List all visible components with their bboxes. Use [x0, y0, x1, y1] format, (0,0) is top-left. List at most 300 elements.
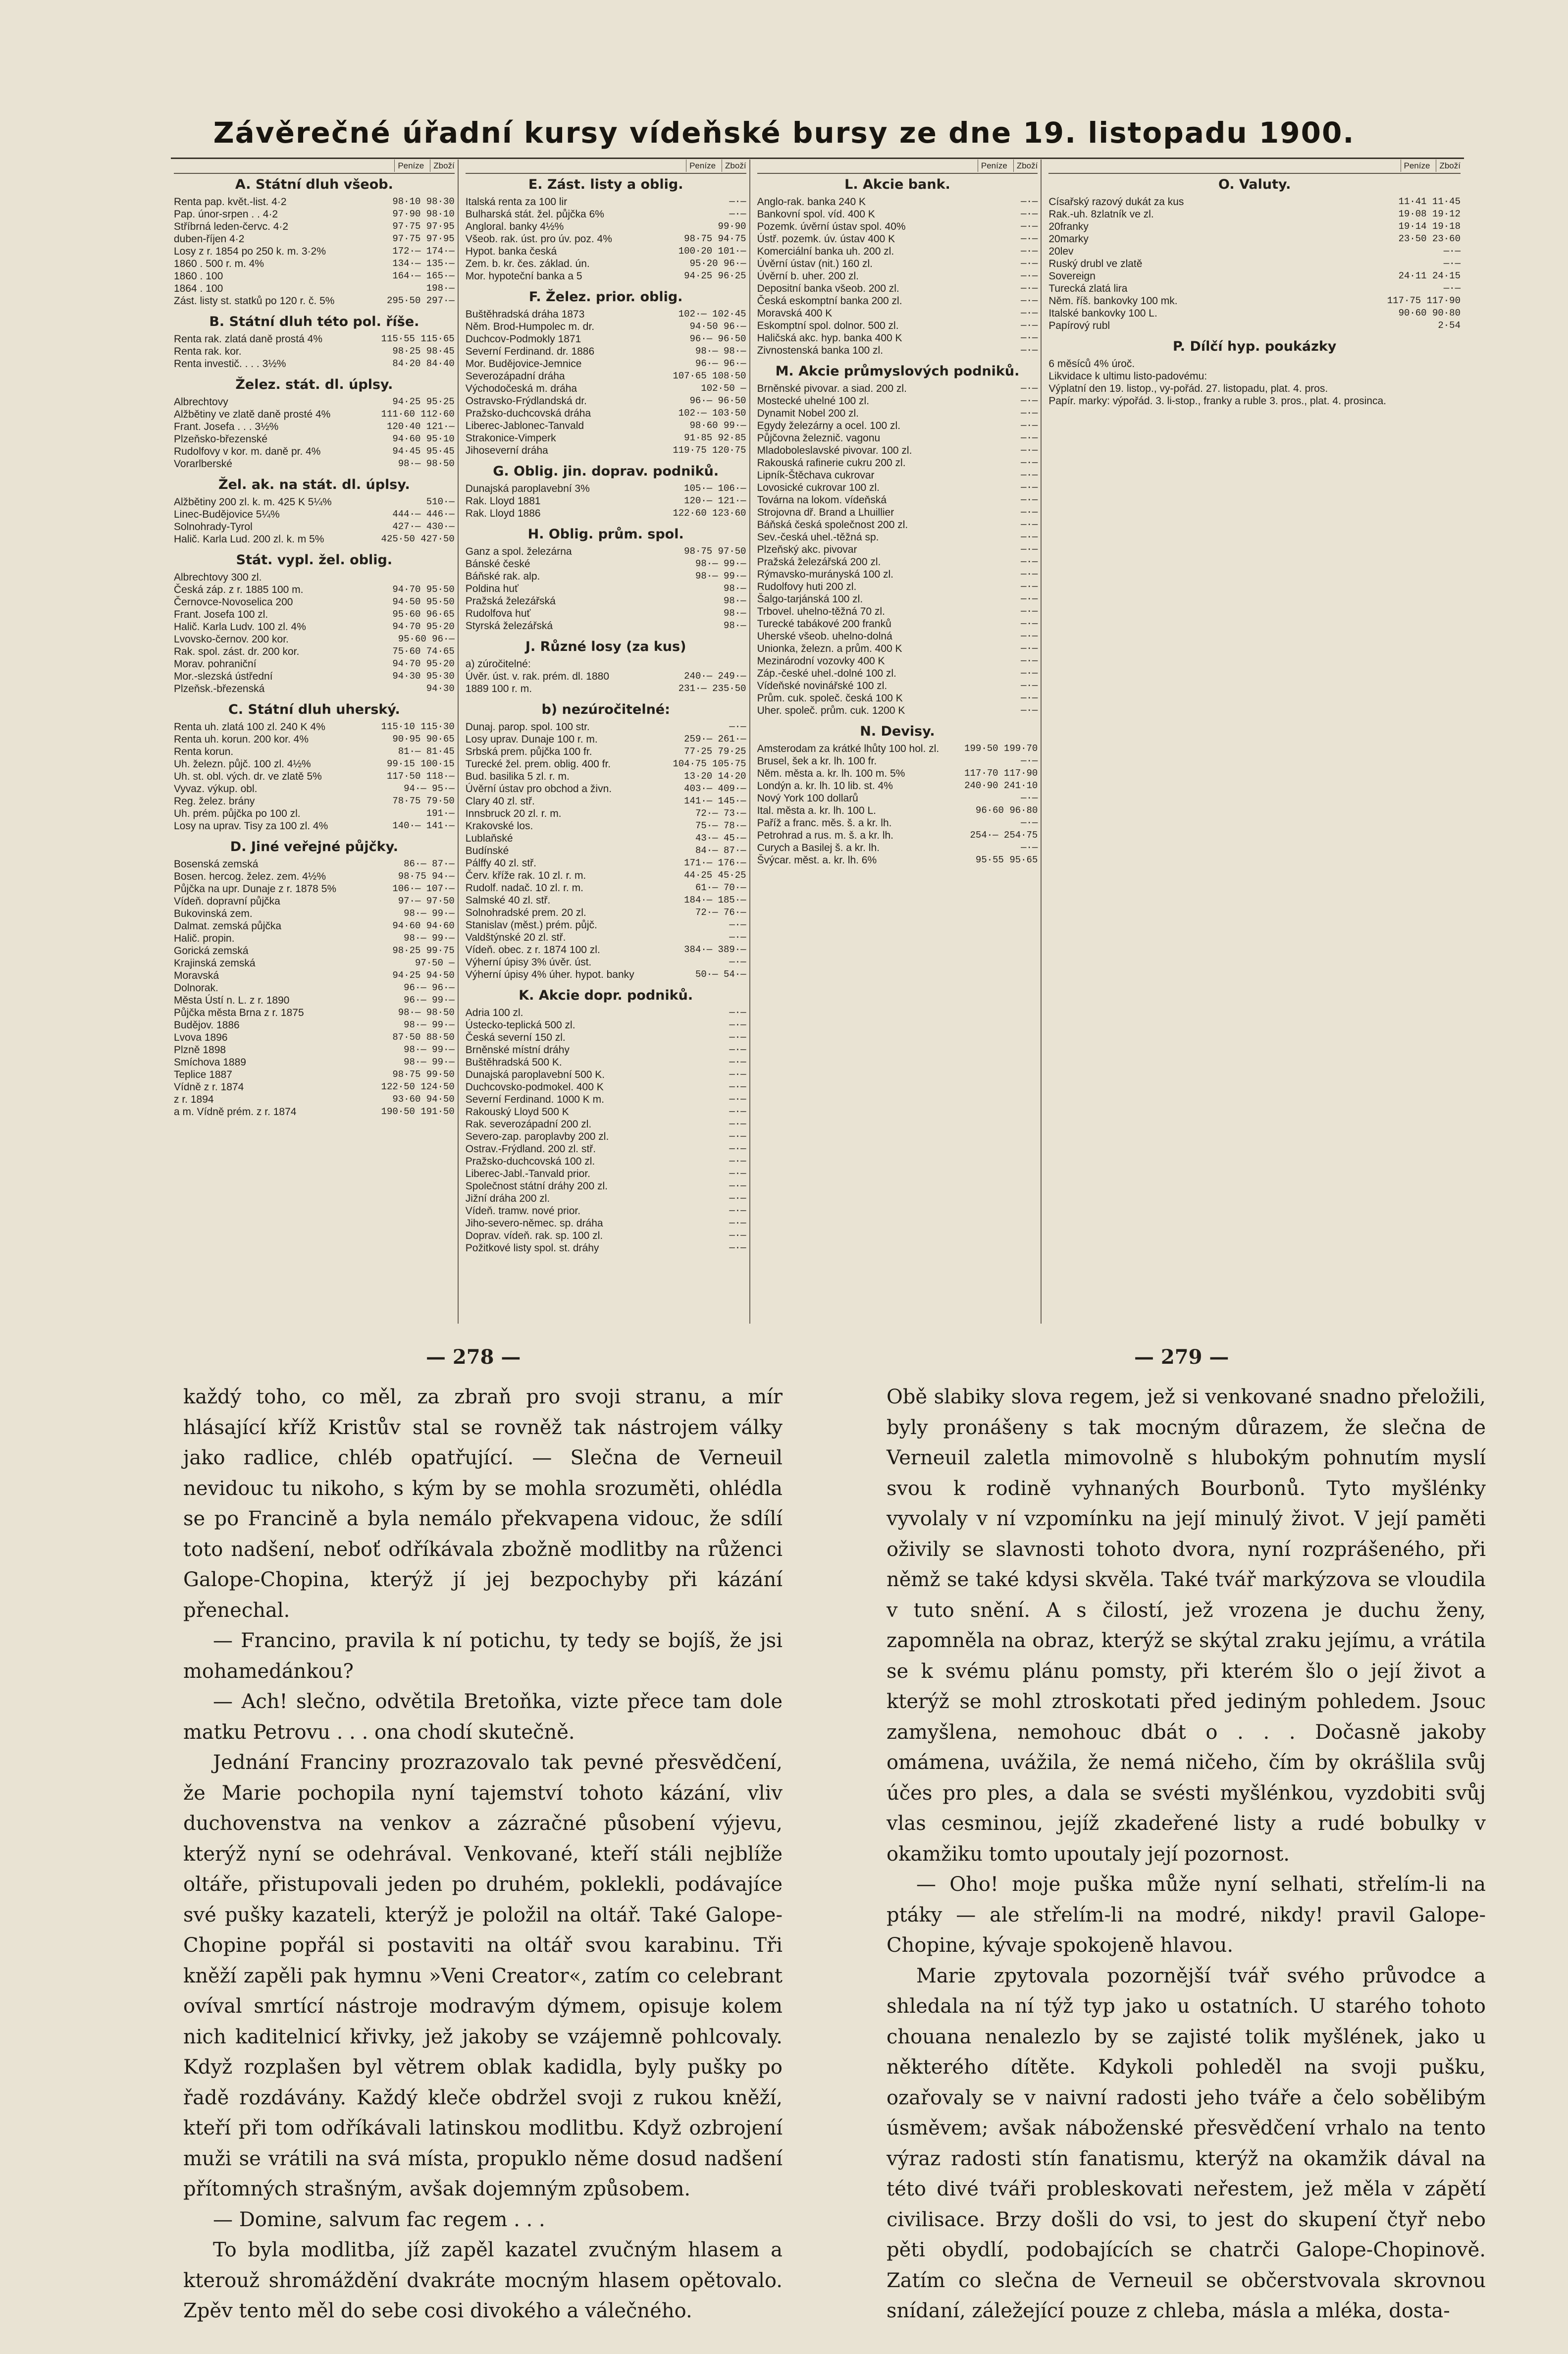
quote-value: —·—	[1021, 221, 1038, 232]
security-name: Papír. marky: výpořád. 3. li-stop., franky a ruble 3. pros., plat. 4. prosinca.	[1048, 395, 1386, 407]
quote-value: 43·— 45·—	[695, 833, 746, 844]
quote-row	[466, 1143, 746, 1155]
quote-value: 510·—	[426, 496, 455, 507]
quote-row	[757, 531, 1038, 543]
security-name: Albrechtovy 300 zl.	[174, 572, 262, 583]
security-name: Renta rak. zlatá daně prostá 4%	[174, 333, 323, 345]
security-name: Bankovní spol. víd. 400 K	[757, 209, 875, 220]
quote-row	[174, 445, 455, 458]
quote-row	[466, 820, 746, 832]
quote-row	[466, 857, 746, 869]
quote-row	[466, 944, 746, 956]
quote-value: 99·15 100·15	[386, 758, 455, 769]
security-name: Anglo-rak. banka 240 K	[757, 196, 866, 208]
security-name: Severo-zap. paroplavby 200 zl.	[465, 1131, 609, 1142]
quote-row	[757, 581, 1038, 593]
quote-row	[466, 432, 746, 444]
quote-row	[174, 496, 455, 508]
security-name: Jihoseverní dráha	[465, 445, 548, 456]
quote-value: 105·— 106·—	[684, 483, 746, 494]
quote-value: 94·70 95·20	[392, 621, 455, 632]
quote-value: 240·— 249·—	[684, 671, 746, 682]
quote-row	[757, 817, 1038, 829]
quotes-column	[171, 160, 459, 1324]
quote-row	[466, 570, 746, 583]
quote-value: —·—	[729, 1032, 746, 1043]
quote-value: 94·60 94·60	[392, 920, 455, 931]
quote-row	[757, 605, 1038, 618]
quote-row	[174, 870, 455, 883]
quote-value: —·—	[1021, 655, 1038, 666]
security-name: Buštěhradská dráha 1873	[465, 309, 585, 320]
column-header	[757, 160, 1038, 174]
security-name: Rak.-uh. 8zlatník ve zl.	[1048, 209, 1154, 220]
paragraph: — Ach! slečno, odvětila Bretoňka, vizte přece tam dole matku Petrovu . . . ona chodí skutečně.	[183, 1690, 783, 1744]
security-name: Báňská česká společnost 200 zl.	[757, 519, 908, 531]
quote-value: 94·50 95·50	[392, 596, 455, 607]
security-name: Rak. spol. zást. dr. 200 kor.	[174, 646, 300, 657]
quote-section	[1048, 177, 1461, 332]
quote-row	[466, 733, 746, 746]
quote-value: 94·45 95·45	[392, 446, 455, 457]
section-title: Želez. stát. dl. úplsy.	[235, 377, 393, 392]
quote-value: —·—	[1021, 593, 1038, 604]
quote-value: —·—	[729, 919, 746, 930]
quote-section	[174, 314, 455, 370]
security-name: Bukovinská zem.	[174, 908, 253, 919]
quote-value: 98·25 99·75	[392, 945, 455, 956]
column-header-zbozi: Zboží	[1436, 160, 1461, 172]
quote-row	[757, 208, 1038, 220]
security-name: Poldina huť	[465, 583, 519, 594]
security-name: Výherní úpisy 3% úvěr. úst.	[465, 957, 592, 968]
quote-row	[757, 792, 1038, 804]
quote-value: 117·50 118·—	[386, 771, 455, 782]
quote-value: 81·— 81·45	[398, 746, 455, 757]
quote-value: —·—	[1443, 283, 1461, 294]
quotes-column	[754, 160, 1042, 1324]
quote-row	[757, 494, 1038, 506]
quote-value: —·—	[1021, 643, 1038, 654]
quote-row	[466, 1155, 746, 1168]
security-name: a) zúročitelné:	[465, 658, 531, 670]
quote-value: 90·60 90·80	[1398, 308, 1461, 319]
quote-row	[174, 1031, 455, 1044]
quote-value: 134·— 135·—	[392, 258, 455, 269]
security-name: Severní Ferdinand. 1000 K m.	[465, 1094, 604, 1105]
quote-value: 403·— 409·—	[684, 783, 746, 794]
quote-row	[174, 433, 455, 445]
section-title: b) nezúročitelné:	[541, 702, 670, 717]
quote-row	[466, 220, 746, 233]
security-name: Mezinárodní vozovky 400 K	[757, 655, 885, 667]
quote-value: 86·— 87·—	[404, 858, 455, 869]
quote-value: —·—	[1021, 420, 1038, 431]
security-name: Lublaňské	[465, 833, 513, 844]
security-name: Haličská akc. hyp. banka 400 K	[757, 332, 902, 344]
quote-value	[380, 571, 455, 584]
security-name: Amsterodam za krátké lhůty 100 hol. zl.	[757, 743, 940, 754]
quote-value: 102·— 102·45	[678, 309, 746, 320]
quote-row	[466, 1106, 746, 1118]
security-name: Losy uprav. Dunaje 100 r. m.	[465, 734, 598, 745]
quote-row	[466, 358, 746, 370]
quote-row	[466, 558, 746, 570]
quote-value: —·—	[729, 1242, 746, 1253]
security-name: Moravská	[174, 970, 219, 981]
security-name: Pražsko-duchcovská 100 zl.	[465, 1156, 595, 1167]
article-text-right	[887, 1382, 1486, 2327]
security-name: Pálffy 40 zl. stř.	[465, 857, 536, 869]
quote-section	[466, 464, 746, 520]
column-header-penize: Peníze	[394, 160, 424, 172]
security-name: Unionka, železn. a prům. 400 K	[757, 643, 902, 654]
security-name: Úvěrní b. uher. 200 zl.	[757, 270, 859, 282]
quote-value: 171·— 176·—	[684, 857, 746, 868]
quote-value: 190·50 191·50	[381, 1106, 455, 1117]
security-name: Duchcov-Podmokly 1871	[465, 333, 581, 345]
quote-row	[174, 1081, 455, 1093]
security-name: Paříž a franc. měs. š. a kr. lh.	[757, 817, 892, 829]
quote-value: 19·08 19·12	[1398, 209, 1461, 219]
quote-value	[672, 658, 746, 670]
paragraph: — Francino, pravila k ní potichu, ty tedy se bojíš, že jsi mohamedánkou?	[183, 1629, 783, 1683]
quote-row	[466, 1069, 746, 1081]
security-name: Losy z r. 1854 po 250 k. m. 3·2%	[174, 246, 326, 257]
quote-value: —·—	[1021, 445, 1038, 456]
security-name: Albrechtovy	[174, 396, 228, 408]
security-name: Vorarlberské	[174, 458, 232, 470]
quote-row	[466, 495, 746, 507]
quote-row	[757, 320, 1038, 332]
quote-value: 96·— 99·—	[404, 995, 455, 1006]
quote-row	[466, 894, 746, 907]
section-title: K. Akcie dopr. podniků.	[519, 988, 693, 1003]
page-number-left: — 278 —	[426, 1345, 521, 1369]
quote-value: 425·50 427·50	[381, 534, 455, 544]
security-name: Clary 40 zl. stř.	[465, 796, 535, 807]
quote-value: 444·— 446·—	[392, 509, 455, 520]
quote-row	[757, 420, 1038, 432]
security-name: Císařský razový dukát za kus	[1048, 196, 1184, 208]
security-name: Depositní banka všeob. 200 zl.	[757, 283, 899, 294]
column-header-zbozi: Zboží	[1013, 160, 1038, 172]
security-name: Rakouský Lloyd 500 K	[465, 1106, 569, 1118]
quote-value: —·—	[1021, 693, 1038, 703]
quote-row	[757, 395, 1038, 407]
quote-value: —·—	[1021, 295, 1038, 306]
security-name: Alžbětiny 200 zl. k. m. 425 K 5¼%	[174, 496, 332, 508]
security-name: Renta uh. zlatá 100 zl. 240 K 4%	[174, 721, 325, 733]
security-name: Losy na uprav. Tisy za 100 zl. 4%	[174, 820, 328, 832]
quote-value: —·—	[1021, 631, 1038, 642]
quote-row	[466, 770, 746, 783]
quote-value: —·—	[729, 721, 746, 732]
quote-value: 100·20 101·—	[678, 246, 746, 257]
quote-row	[757, 245, 1038, 258]
quote-row	[466, 746, 746, 758]
security-name: Italská renta za 100 lir	[465, 196, 568, 208]
quote-row	[757, 270, 1038, 282]
quote-value: 72·— 76·—	[695, 907, 746, 918]
section-title: B. Státní dluh této pol. říše.	[209, 314, 419, 329]
security-name: Pražsko-duchcovská dráha	[465, 408, 591, 419]
quote-row	[466, 968, 746, 981]
quote-row	[757, 642, 1038, 655]
quote-row	[174, 258, 455, 270]
security-name: Mor.-slezská ústřední	[174, 671, 273, 682]
quote-value: —·—	[1021, 395, 1038, 406]
quote-value: 90·95 90·65	[392, 734, 455, 745]
security-name: Turecká zlatá lira	[1048, 283, 1128, 294]
quote-row	[174, 596, 455, 608]
quote-row	[466, 607, 746, 620]
security-name: Trbovel. uhelno-těžná 70 zl.	[757, 606, 885, 617]
security-name: Černovce-Novoselica 200	[174, 596, 293, 608]
quote-row	[466, 721, 746, 733]
quote-row	[174, 770, 455, 783]
quote-value: 50·— 54·—	[695, 969, 746, 980]
quote-row	[466, 382, 746, 395]
quote-value: —·—	[1021, 817, 1038, 828]
security-name: Egydy železárny a ocel. 100 zl.	[757, 420, 901, 431]
security-name: Vídeň. tramw. nové prior.	[465, 1205, 581, 1217]
quotes-column	[463, 160, 750, 1324]
paragraph: Marie zpytovala pozornější tvář svého průvodce a shledala na ní týž typ jako u ostatních. U starého tohoto chouana nenalezlo by se zajisté tolik myšlének, jako u některého dítěte. Kdykoli pohleděl na svoji pušku, ozařovaly se v naivní radosti jeho tváře a čelo sobělibým úsměvem; avšak náboženské přesvědčení vrhalo na tento výraz radosti stín fanatismu, kterýž na okamžik dával na této divé tváři probleskovati neřestem, jež měla v zápětí civilisace. Brzy došli do vsi, to jest do skupení čtyř nebo pěti obydlí, podobajících se chatrči Galope-Chopinově. Zatím co slečna de Verneuil se občerstvovala skrovnou snídaní, záležející pouze z chleba, másla a mléka, dosta-	[887, 1964, 1486, 2322]
security-name: Požitkové listy spol. st. dráhy	[465, 1242, 599, 1254]
quote-row	[174, 345, 455, 358]
security-name: Renta rak. kor.	[174, 346, 242, 357]
quote-value: 96·— 96·50	[689, 395, 746, 406]
quote-value: —·—	[1443, 258, 1461, 269]
quote-value: 95·60 96·65	[392, 609, 455, 620]
quote-row	[174, 733, 455, 746]
quote-row	[174, 621, 455, 633]
quote-row	[174, 783, 455, 795]
security-name: Halič. propin.	[174, 933, 235, 944]
quote-row	[174, 807, 455, 820]
quote-row	[174, 233, 455, 245]
security-name: Mladoboleslavské pivovar. 100 zl.	[757, 445, 912, 456]
quote-value: 97·75 97·95	[392, 221, 455, 232]
quote-value: 97·90 98·10	[392, 209, 455, 219]
quote-value: —·—	[1021, 196, 1038, 207]
quote-row	[466, 482, 746, 495]
quote-row	[174, 858, 455, 870]
security-name: Půjčovna železnič. vagonu	[757, 432, 881, 444]
quote-value: 61·— 70·—	[695, 882, 746, 893]
quote-value: 164·— 165·—	[392, 270, 455, 281]
quote-row	[466, 931, 746, 944]
quote-row	[174, 358, 455, 370]
quote-row	[174, 270, 455, 282]
quote-value: 24·11 24·15	[1398, 270, 1461, 281]
quotes-column	[1045, 160, 1463, 1324]
quote-value: 98·— 98·—	[695, 346, 746, 357]
security-name: Teplice 1887	[174, 1069, 232, 1080]
quote-row	[174, 295, 455, 307]
quote-section	[174, 177, 455, 307]
quote-value: —·—	[1021, 569, 1038, 580]
quote-row	[466, 196, 746, 208]
quote-value: 98·—	[723, 595, 746, 606]
security-name: Ostravsko-Frýdlandská dr.	[465, 395, 587, 407]
quote-value: —·—	[1443, 246, 1461, 257]
security-name: 20franky	[1048, 221, 1089, 232]
security-name: Turecké žel. prem. oblig. 400 fr.	[465, 758, 611, 770]
quote-row	[174, 645, 455, 658]
quote-value: 199·50 199·70	[964, 743, 1038, 754]
security-name: Mostecké uhelné 100 zl.	[757, 395, 870, 407]
quote-row	[466, 620, 746, 632]
security-name: Všeob. rak. úst. pro úv. poz. 4%	[465, 233, 612, 245]
security-name: Bulharská stát. žel. půjčka 6%	[465, 209, 604, 220]
section-title: C. Státní dluh uherský.	[228, 702, 400, 717]
security-name: Duchcovsko-podmokel. 400 K	[465, 1081, 604, 1093]
quote-section	[174, 839, 455, 1118]
quote-row	[466, 670, 746, 683]
security-name: Brněnské pivovar. a siad. 200 zl.	[757, 383, 907, 394]
security-name: Uh. železn. půjč. 100 zl. 4½%	[174, 758, 311, 770]
security-name: Strojovna dř. Brand a Lhuillier	[757, 507, 894, 518]
quote-row	[1048, 208, 1461, 220]
quote-value: 78·75 79·50	[392, 796, 455, 806]
quote-value: —·—	[729, 1019, 746, 1030]
section-title: D. Jiné veřejné půjčky.	[230, 839, 398, 855]
quote-value: 95·60 96·—	[398, 634, 455, 644]
section-title: J. Různé losy (za kus)	[525, 639, 686, 654]
quote-value	[1386, 358, 1461, 370]
security-name: Frant. Josefa 100 zl.	[174, 609, 268, 620]
quote-row	[757, 593, 1038, 605]
quote-value: 98·—	[723, 620, 746, 631]
security-name: Vídeň. obec. z r. 1874 100 zl.	[465, 944, 600, 956]
column-header-zbozi: Zboží	[722, 160, 746, 172]
quote-row	[174, 883, 455, 895]
quote-value: 94·70 95·20	[392, 658, 455, 669]
security-name: Innsbruck 20 zl. r. m.	[465, 808, 562, 819]
security-name: Výplatní den 19. listop., vy-pořád. 27. listopadu, plat. 4. pros.	[1048, 383, 1328, 394]
quote-row	[757, 743, 1038, 755]
quote-value: 122·60 123·60	[673, 508, 746, 519]
quote-row	[757, 519, 1038, 531]
security-name: Strakonice-Vimperk	[465, 432, 556, 444]
security-name: Vídně z r. 1874	[174, 1081, 244, 1093]
quote-row	[466, 270, 746, 282]
quote-row	[174, 920, 455, 932]
security-name: Renta pap. květ.-list. 4·2	[174, 196, 287, 208]
column-header-zbozi: Zboží	[430, 160, 455, 172]
section-title: Stát. vypl. žel. oblig.	[236, 552, 393, 568]
quote-row	[466, 321, 746, 333]
security-name: Něm. říš. bankovky 100 mk.	[1048, 295, 1178, 307]
quote-row	[757, 543, 1038, 556]
security-name: Krajinská zemská	[174, 958, 256, 969]
quote-row	[174, 746, 455, 758]
security-name: Prům. cuk. společ. česká 100 K	[757, 693, 903, 704]
quote-value: —·—	[1021, 432, 1038, 443]
quote-value: 84·20 84·40	[392, 358, 455, 369]
quote-row	[174, 633, 455, 645]
quote-row	[466, 583, 746, 595]
quote-value: —·—	[1021, 606, 1038, 617]
security-name: Ostrav.-Frýdland. 200 zl. stř.	[465, 1143, 596, 1155]
quote-value: 120·40 121·—	[386, 421, 455, 432]
quote-value: —·—	[729, 1131, 746, 1142]
security-name: Halič. Karla Ludv. 100 zl. 4%	[174, 621, 306, 633]
quote-row	[466, 869, 746, 882]
quote-value: 254·— 254·75	[970, 830, 1038, 841]
quote-row	[174, 795, 455, 807]
security-name: Lovosické cukrovar 100 zl.	[757, 482, 880, 493]
quote-row	[174, 982, 455, 994]
quote-row	[757, 407, 1038, 420]
quote-section	[466, 988, 746, 1254]
security-name: Rýmavsko-murányská 100 zl.	[757, 569, 893, 580]
security-name: Smíchova 1889	[174, 1057, 246, 1068]
quote-value: 115·55 115·65	[381, 333, 455, 344]
security-name: 1889 100 r. m.	[465, 683, 532, 695]
quote-row	[466, 1007, 746, 1019]
security-name: Vídeň. dopravní půjčka	[174, 896, 280, 907]
quote-row	[466, 308, 746, 321]
quote-row	[466, 545, 746, 558]
quote-row	[1048, 196, 1461, 208]
security-name: Mor. hypoteční banka a 5	[465, 270, 582, 282]
page-number-right: — 279 —	[1134, 1345, 1229, 1369]
quote-row	[1048, 395, 1461, 407]
security-name: Liberec-Jabl.-Tanvald prior.	[465, 1168, 590, 1179]
quote-value: 84·— 87·—	[695, 845, 746, 856]
quote-value: —·—	[1021, 470, 1038, 481]
quote-value: 240·90 241·10	[964, 780, 1038, 791]
quote-row	[757, 680, 1038, 692]
quote-row	[466, 1044, 746, 1056]
security-name: Solnohrady-Tyrol	[174, 521, 253, 533]
security-name: Rak. severozápadní 200 zl.	[465, 1119, 592, 1130]
quote-value: —·—	[729, 1069, 746, 1080]
quote-value: —·—	[1021, 494, 1038, 505]
quote-value: —·—	[1021, 246, 1038, 257]
quote-value: 98·75 97·50	[684, 546, 746, 557]
quote-row	[174, 396, 455, 408]
quote-value: —·—	[729, 1044, 746, 1055]
quote-value: —·—	[1021, 668, 1038, 679]
quote-value: 98·— 99·—	[404, 933, 455, 944]
quote-row	[174, 1093, 455, 1106]
quote-section	[466, 289, 746, 457]
stock-exchange-title: Závěrečné úřadní kursy vídeňské bursy ze dne 19. listopadu 1900.	[213, 116, 1355, 150]
security-name: Půjčka na upr. Dunaje z r. 1878 5%	[174, 883, 337, 895]
quote-value: 94·70 95·50	[392, 584, 455, 595]
quote-value: 98·— 99·—	[404, 1019, 455, 1030]
quote-value: 13·20 14·20	[684, 771, 746, 782]
security-name: Brusel, šek a kr. lh. 100 fr.	[757, 755, 877, 767]
quote-row	[466, 208, 746, 220]
quote-value: 98·— 98·50	[398, 1007, 455, 1018]
quote-row	[174, 758, 455, 770]
security-name: Salmské 40 zl. stř.	[465, 895, 551, 906]
section-title: N. Devisy.	[860, 724, 935, 739]
security-name: Buštěhradská 500 K.	[465, 1057, 562, 1068]
security-name: Curych a Basilej š. a kr. lh.	[757, 842, 880, 854]
quote-row	[757, 282, 1038, 295]
quote-row	[466, 807, 746, 820]
security-name: Plzně 1898	[174, 1044, 226, 1056]
security-name: Města Ústí n. L. z r. 1890	[174, 995, 290, 1006]
quote-value: —·—	[729, 196, 746, 207]
quote-row	[174, 458, 455, 470]
